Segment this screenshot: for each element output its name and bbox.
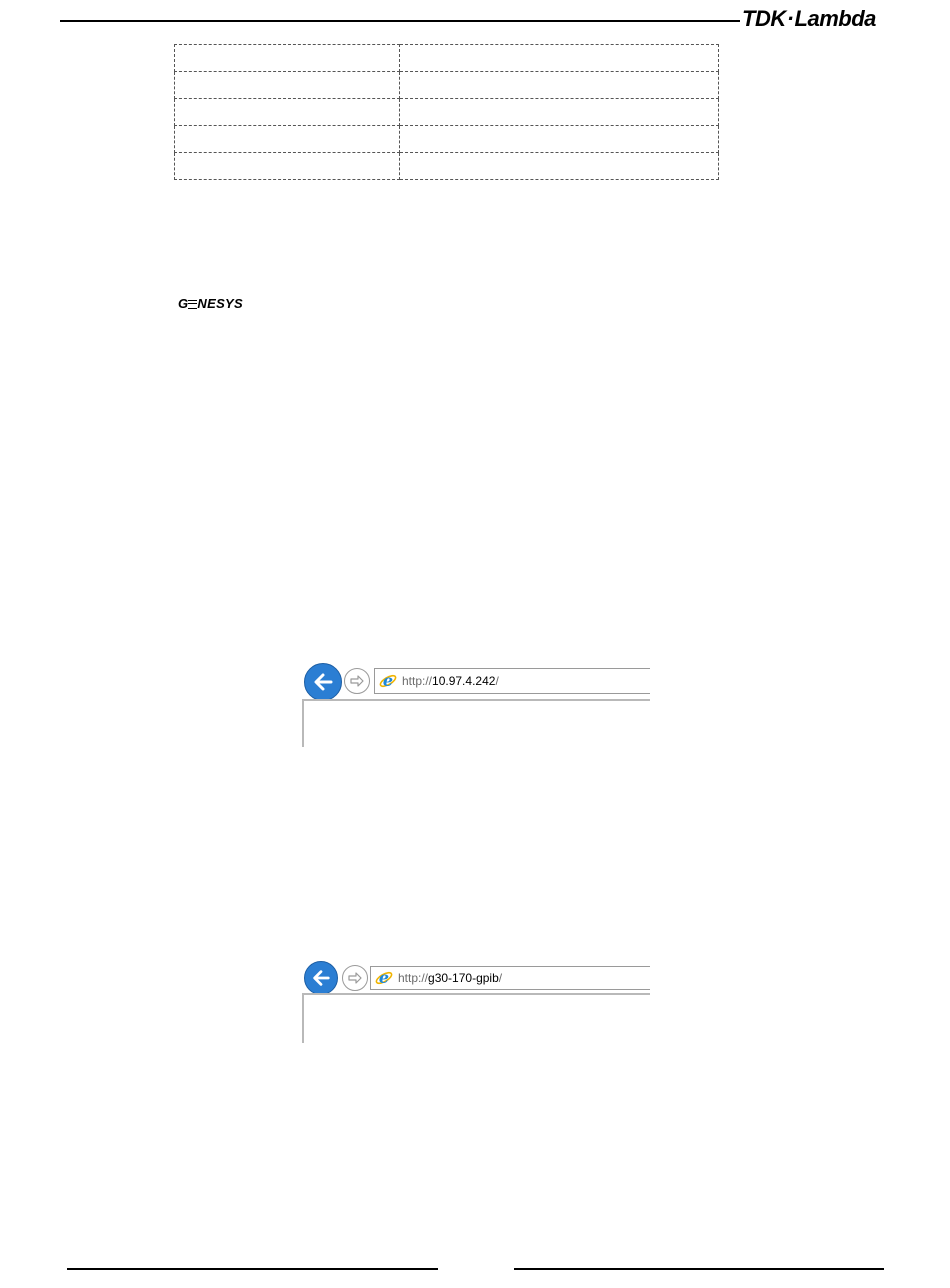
page-content-area (302, 993, 650, 1043)
back-button[interactable] (304, 663, 342, 701)
table-row (175, 45, 719, 72)
arrow-left-icon (311, 968, 331, 988)
footer-rule-left (67, 1268, 438, 1270)
table-cell (400, 153, 719, 180)
table-cell (175, 153, 400, 180)
url-host: 10.97.4.242 (432, 674, 496, 688)
forward-button[interactable] (342, 965, 368, 991)
table-cell (400, 45, 719, 72)
svg-text:e: e (382, 672, 394, 690)
brand-right: Lambda (794, 6, 876, 31)
table-cell (175, 99, 400, 126)
address-url (398, 971, 502, 985)
address-bar[interactable] (374, 668, 650, 694)
genesys-logo-prefix: G (178, 296, 189, 311)
browser-example-hostname (302, 960, 650, 1044)
table-row (175, 99, 719, 126)
table-cell (175, 126, 400, 153)
forward-button[interactable] (344, 668, 370, 694)
footer-rule-right (514, 1268, 884, 1270)
internet-explorer-icon (375, 969, 393, 987)
spec-table (174, 44, 719, 180)
browser-example-ip (302, 663, 650, 747)
page-content-area (302, 699, 650, 747)
back-button[interactable] (304, 961, 338, 995)
table-cell (400, 72, 719, 99)
arrow-left-icon (312, 671, 334, 693)
table-cell (400, 126, 719, 153)
genesys-logo (178, 296, 243, 311)
header-rule (60, 20, 740, 22)
genesys-e-glyph (188, 298, 197, 309)
brand-separator: · (786, 6, 794, 31)
table-row (175, 126, 719, 153)
url-tail: / (495, 674, 499, 688)
arrow-right-icon (347, 970, 363, 986)
table-cell (400, 99, 719, 126)
brand-left: TDK (742, 6, 786, 31)
url-scheme: http:// (402, 674, 433, 688)
address-bar[interactable] (370, 966, 650, 990)
tdk-lambda-logo (742, 6, 876, 32)
genesys-logo-suffix: NESYS (197, 296, 243, 311)
table-row (175, 153, 719, 180)
url-scheme: http:// (398, 971, 429, 985)
address-url (402, 674, 499, 688)
table-cell (175, 45, 400, 72)
internet-explorer-icon (379, 672, 397, 690)
svg-text:e: e (378, 969, 390, 987)
url-tail: / (498, 971, 503, 985)
arrow-right-icon (349, 673, 365, 689)
url-host: g30-170-gpib (428, 971, 499, 985)
table-cell (175, 72, 400, 99)
table-row (175, 72, 719, 99)
